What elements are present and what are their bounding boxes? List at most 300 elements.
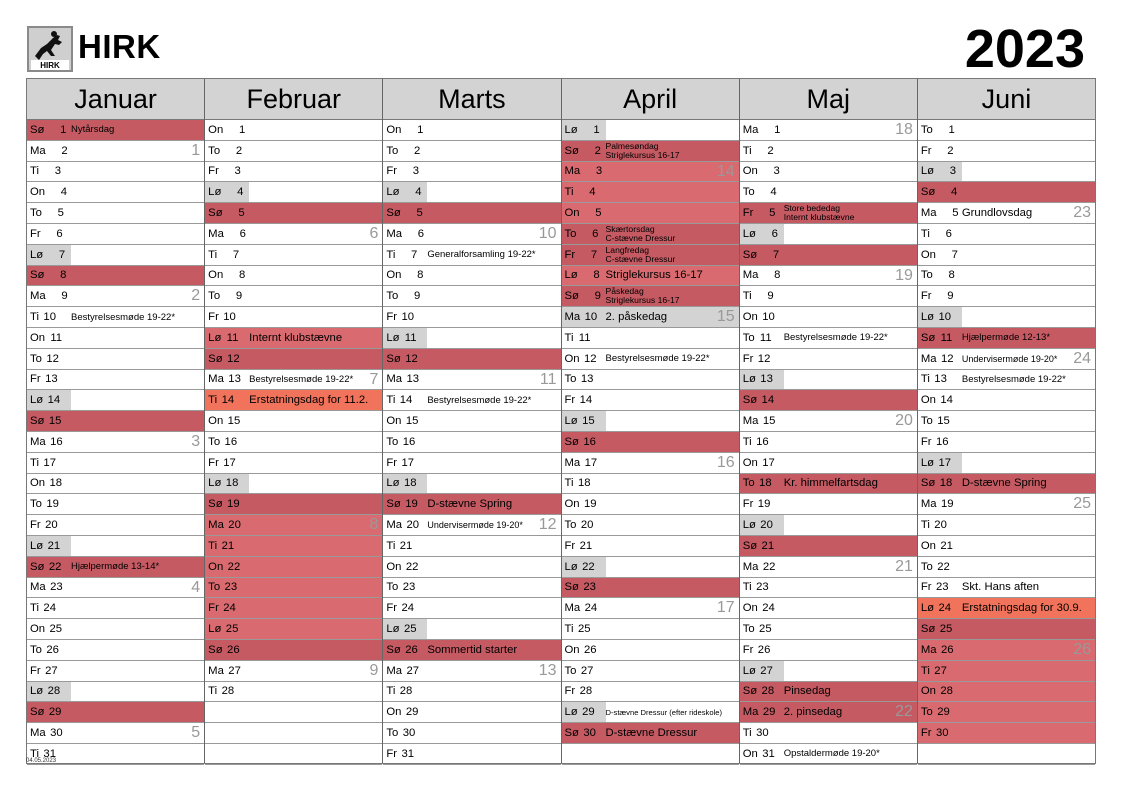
day-number: 27: [406, 664, 420, 677]
day-number: 29: [48, 706, 62, 719]
day-number: 9: [413, 290, 421, 303]
weekday-abbr: Fr: [386, 602, 398, 615]
day-number: 18: [759, 477, 772, 490]
day-label: [740, 578, 784, 598]
week-number: 19: [895, 266, 913, 284]
day-number: 9: [767, 290, 774, 303]
day-label: [383, 619, 427, 639]
day-row: [740, 640, 917, 661]
day-row: [918, 286, 1095, 307]
day-row: [27, 182, 204, 203]
weekday-abbr: Fr: [920, 581, 932, 594]
weekday-abbr: Ti: [920, 227, 930, 240]
day-number: 3: [949, 165, 957, 178]
day-label: [27, 432, 71, 452]
day-number: 1: [593, 123, 600, 136]
weekday-abbr: Sø: [30, 269, 45, 282]
day-label: [918, 411, 962, 431]
day-label: [27, 349, 71, 369]
day-number: 8: [948, 269, 955, 282]
day-label: [918, 245, 962, 265]
day-row: [27, 723, 204, 744]
day-event: D-stævne Spring: [427, 498, 513, 511]
day-row: [918, 598, 1095, 619]
day-label: [562, 682, 606, 702]
week-number: 25: [1073, 495, 1092, 513]
day-number: 20: [228, 519, 241, 532]
day-row: [562, 723, 739, 744]
weekday-abbr: Ti: [742, 144, 752, 157]
day-label: [918, 578, 962, 598]
day-number: 15: [227, 415, 241, 428]
month-header: April: [562, 79, 739, 120]
day-label: [27, 536, 71, 556]
day-number: 8: [417, 269, 424, 282]
day-row: [740, 536, 917, 557]
day-label: [205, 266, 249, 286]
day-number: 15: [582, 415, 595, 428]
day-number: 10: [43, 311, 56, 324]
weekday-abbr: On: [386, 560, 402, 573]
day-number: 17: [938, 456, 952, 469]
day-row: [562, 598, 739, 619]
day-row: [740, 390, 917, 411]
empty-day-row: [205, 702, 382, 723]
day-number: 10: [762, 311, 775, 324]
day-label: [740, 182, 784, 202]
weekday-abbr: On: [386, 706, 402, 719]
weekday-abbr: Ma: [208, 373, 224, 386]
weekday-abbr: Sø: [208, 643, 223, 656]
weekday-abbr: To: [564, 227, 577, 240]
day-row: [918, 536, 1095, 557]
day-label: [383, 245, 427, 265]
weekday-abbr: Fr: [920, 435, 932, 448]
day-label: [740, 141, 784, 161]
day-number: 6: [945, 227, 952, 240]
day-row: [740, 598, 917, 619]
day-number: 4: [237, 186, 244, 199]
day-number: 18: [577, 477, 591, 490]
day-label: [740, 640, 784, 660]
weekday-abbr: Ma: [920, 643, 937, 656]
weekday-abbr: Lø: [208, 477, 222, 490]
day-number: 4: [951, 186, 958, 199]
weekday-abbr: Lø: [920, 602, 935, 615]
day-label: [740, 515, 784, 535]
day-label: [918, 557, 962, 577]
day-number: 5: [238, 207, 245, 220]
weekday-abbr: To: [920, 269, 933, 282]
day-label: [27, 120, 71, 140]
weekday-abbr: On: [564, 207, 580, 220]
weekday-abbr: Fr: [386, 165, 398, 178]
week-number: 7: [369, 370, 379, 388]
day-label: [205, 494, 249, 514]
day-label: [27, 224, 71, 244]
day-label: [740, 474, 784, 494]
day-row: [562, 557, 739, 578]
weekday-abbr: Ma: [564, 311, 581, 324]
weekday-abbr: On: [564, 498, 580, 511]
day-label: [562, 328, 606, 348]
day-row: [27, 640, 204, 661]
day-row: [740, 224, 917, 245]
weekday-abbr: Lø: [30, 394, 44, 407]
day-row: [205, 515, 382, 536]
day-row: [27, 370, 204, 391]
day-label: [27, 286, 71, 306]
day-number: 2: [767, 144, 774, 157]
day-label: [918, 536, 962, 556]
day-row: [918, 474, 1095, 495]
day-number: 26: [940, 643, 954, 656]
day-row: [918, 141, 1095, 162]
day-row: [918, 182, 1095, 203]
day-number: 12: [940, 352, 954, 365]
day-label: [383, 494, 427, 514]
day-number: 1: [774, 123, 781, 136]
day-row: [562, 661, 739, 682]
day-label: [740, 370, 784, 390]
day-number: 13: [580, 373, 594, 386]
month-header: Juni: [918, 79, 1095, 120]
day-number: 2: [61, 144, 68, 157]
day-label: [27, 411, 71, 431]
day-label: [27, 682, 71, 702]
day-row: [562, 682, 739, 703]
weekday-abbr: Lø: [564, 706, 578, 719]
day-label: [27, 494, 71, 514]
day-label: [918, 723, 962, 743]
day-number: 21: [47, 539, 61, 552]
month-column-februar: [205, 79, 383, 763]
day-number: 31: [762, 747, 775, 760]
day-row: [562, 474, 739, 495]
weekday-abbr: Ma: [742, 269, 759, 282]
month-header: Maj: [740, 79, 917, 120]
day-row: [27, 141, 204, 162]
day-row: [383, 702, 560, 723]
day-row: [918, 245, 1095, 266]
day-number: 28: [221, 685, 235, 698]
day-label: [205, 515, 249, 535]
day-row: [562, 370, 739, 391]
weekday-abbr: On: [742, 311, 758, 324]
weekday-abbr: To: [564, 373, 577, 386]
day-number: 28: [579, 685, 593, 698]
day-label: [562, 723, 606, 743]
weekday-abbr: Lø: [30, 539, 44, 552]
day-label: [918, 661, 962, 681]
month-header: Marts: [383, 79, 560, 120]
day-number: 26: [46, 643, 59, 656]
day-number: 17: [223, 456, 236, 469]
day-label: [205, 578, 249, 598]
weekday-abbr: Sø: [742, 539, 758, 552]
day-row: [383, 245, 560, 266]
day-number: 30: [583, 727, 596, 739]
day-label: [205, 224, 249, 244]
day-row: [918, 411, 1095, 432]
day-label: [740, 702, 784, 722]
weekday-abbr: Lø: [742, 227, 756, 240]
day-label: [27, 307, 71, 327]
day-row: [918, 266, 1095, 287]
day-number: 28: [47, 685, 61, 698]
weekday-abbr: Fr: [30, 519, 41, 532]
day-event: Erstatningsdag for 11.2.: [249, 394, 369, 407]
weekday-abbr: Fr: [386, 456, 398, 469]
weekday-abbr: Ti: [742, 727, 752, 739]
weekday-abbr: On: [386, 415, 402, 428]
day-event: Bestyrelsesmøde 19-22*: [249, 373, 354, 385]
day-row: [383, 661, 560, 682]
day-label: [205, 453, 249, 473]
weekday-abbr: To: [386, 144, 399, 157]
day-label: [562, 598, 606, 618]
day-label: [205, 370, 249, 390]
day-label: [740, 349, 784, 369]
day-number: 5: [952, 207, 959, 220]
day-label: [383, 141, 427, 161]
day-number: 21: [761, 539, 775, 552]
day-row: [27, 578, 204, 599]
day-label: [740, 286, 784, 306]
day-label: [383, 203, 427, 223]
day-number: 7: [411, 248, 418, 261]
day-number: 12: [405, 352, 418, 365]
day-label: [740, 390, 784, 410]
weekday-abbr: Sø: [208, 352, 223, 365]
day-label: [562, 661, 606, 681]
weekday-abbr: Lø: [30, 685, 44, 698]
day-row: [205, 598, 382, 619]
day-label: [562, 224, 606, 244]
day-event: Pinsedag: [783, 685, 831, 698]
day-label: [918, 182, 962, 202]
day-row: [740, 661, 917, 682]
weekday-abbr: To: [386, 435, 399, 448]
weekday-abbr: To: [30, 643, 42, 656]
week-number: 17: [716, 599, 735, 617]
day-label: [383, 307, 427, 327]
month-header: Februar: [205, 79, 382, 120]
day-label: [383, 640, 427, 660]
day-label: [27, 474, 71, 494]
empty-day-row: [918, 744, 1095, 765]
day-label: [562, 203, 606, 223]
weekday-abbr: On: [386, 123, 402, 136]
day-label: [205, 182, 249, 202]
day-number: 18: [939, 477, 953, 490]
day-label: [562, 120, 606, 140]
day-number: 3: [595, 165, 603, 178]
day-row: [205, 640, 382, 661]
day-number: 11: [759, 331, 772, 344]
day-number: 29: [582, 706, 595, 719]
day-event: Erstatningsdag for 30.9.: [961, 602, 1082, 615]
day-number: 21: [399, 539, 413, 552]
day-number: 8: [60, 269, 67, 282]
day-label: [383, 266, 427, 286]
day-row: [205, 162, 382, 183]
day-row: [27, 162, 204, 183]
day-row: [918, 328, 1095, 349]
weekday-abbr: Ti: [920, 664, 930, 677]
day-number: 6: [771, 227, 778, 240]
weekday-abbr: Ti: [208, 248, 218, 261]
weekday-abbr: Ma: [742, 123, 759, 136]
day-row: [918, 432, 1095, 453]
day-label: [27, 370, 71, 390]
day-row: [918, 682, 1095, 703]
day-number: 1: [948, 123, 955, 136]
weekday-abbr: Ma: [564, 165, 581, 178]
weekday-abbr: Ma: [30, 290, 46, 303]
day-number: 26: [405, 643, 418, 656]
day-label: [383, 411, 427, 431]
day-row: [918, 120, 1095, 141]
day-label: [562, 619, 606, 639]
weekday-abbr: To: [742, 477, 755, 490]
day-number: 2: [413, 144, 421, 157]
day-label: [383, 224, 427, 244]
day-row: [383, 557, 560, 578]
day-row: [27, 432, 204, 453]
week-number: 20: [895, 412, 913, 430]
day-label: [918, 141, 962, 161]
day-number: 7: [232, 248, 240, 261]
day-event: Bestyrelsesmøde 19-22*: [71, 311, 176, 323]
day-row: [27, 661, 204, 682]
day-event: Bestyrelsesmøde 19-22*: [427, 394, 532, 406]
weekday-abbr: On: [208, 269, 224, 282]
day-row: [27, 598, 204, 619]
calendar-grid: [26, 78, 1096, 764]
day-row: [562, 286, 739, 307]
day-row: [383, 619, 560, 640]
day-number: 5: [416, 207, 423, 220]
day-label: [27, 245, 71, 265]
day-label: [562, 307, 606, 327]
day-label: [562, 349, 606, 369]
week-number: 10: [538, 224, 557, 242]
weekday-abbr: To: [30, 207, 42, 220]
day-event: Hjælpermøde 12-13*: [961, 332, 1051, 344]
weekday-abbr: Ti: [208, 394, 218, 407]
day-label: [918, 390, 962, 410]
day-row: [383, 682, 560, 703]
day-label: [562, 557, 606, 577]
day-label: [205, 557, 249, 577]
day-row: [562, 432, 739, 453]
day-number: 4: [770, 186, 777, 199]
day-label: [740, 203, 784, 223]
day-row: [27, 515, 204, 536]
day-row: [918, 578, 1095, 599]
day-label: [562, 578, 606, 598]
weekday-abbr: Fr: [564, 539, 576, 552]
day-number: 3: [773, 165, 780, 178]
day-number: 16: [583, 435, 596, 448]
weekday-abbr: Fr: [208, 165, 219, 178]
day-label: [562, 536, 606, 556]
day-label: [27, 328, 71, 348]
day-row: [383, 328, 560, 349]
day-row: [383, 453, 560, 474]
day-label: [205, 536, 249, 556]
day-number: 1: [238, 123, 246, 136]
day-row: [383, 432, 560, 453]
day-number: 2: [947, 144, 954, 157]
day-number: 12: [46, 352, 59, 365]
weekday-abbr: Ma: [208, 519, 224, 532]
day-event: 2. påskedag: [606, 307, 739, 327]
day-number: 18: [225, 477, 239, 490]
day-number: 20: [45, 519, 58, 532]
day-event: Bestyrelsesmøde 19-22*: [783, 332, 888, 344]
weekday-abbr: Ti: [920, 519, 930, 532]
day-number: 24: [43, 602, 56, 615]
day-label: [205, 390, 249, 410]
day-label: [918, 224, 962, 244]
day-row: [27, 286, 204, 307]
day-row: [740, 682, 917, 703]
week-number: 1: [191, 141, 201, 159]
weekday-abbr: To: [386, 290, 399, 303]
weekday-abbr: To: [564, 519, 577, 532]
day-label: [27, 266, 71, 286]
day-event: Palmesøndag Striglekursus 16-17: [605, 141, 680, 160]
day-number: 31: [401, 747, 415, 760]
day-number: 20: [580, 519, 594, 532]
weekday-abbr: Fr: [208, 456, 219, 469]
weekday-abbr: Ti: [564, 623, 574, 636]
day-number: 25: [225, 623, 239, 636]
day-row: [27, 453, 204, 474]
weekday-abbr: Ti: [386, 685, 396, 698]
day-event: Nytårsdag: [71, 124, 115, 136]
day-row: [918, 224, 1095, 245]
day-label: [562, 141, 606, 161]
day-event: D-stævne Spring: [961, 477, 1047, 490]
day-number: 15: [405, 415, 419, 428]
day-number: 7: [772, 248, 780, 261]
day-label: [740, 744, 784, 764]
day-number: 31: [43, 747, 56, 760]
day-number: 25: [939, 623, 953, 636]
day-number: 19: [584, 498, 597, 511]
day-number: 22: [762, 560, 776, 573]
day-number: 25: [759, 623, 772, 636]
day-number: 30: [50, 727, 63, 739]
weekday-abbr: On: [742, 747, 758, 760]
weekday-abbr: To: [742, 331, 755, 344]
week-number: 15: [716, 308, 735, 326]
weekday-abbr: Sø: [564, 290, 579, 303]
day-event: Undervisermøde 19-20*: [961, 353, 1058, 364]
weekday-abbr: On: [30, 623, 46, 636]
empty-day-row: [562, 744, 739, 765]
day-label: [918, 702, 962, 722]
weekday-abbr: On: [208, 560, 224, 573]
day-label: [562, 515, 606, 535]
day-row: [740, 515, 917, 536]
day-number: 24: [938, 602, 952, 615]
day-number: 20: [934, 519, 947, 532]
day-number: 16: [935, 435, 949, 448]
